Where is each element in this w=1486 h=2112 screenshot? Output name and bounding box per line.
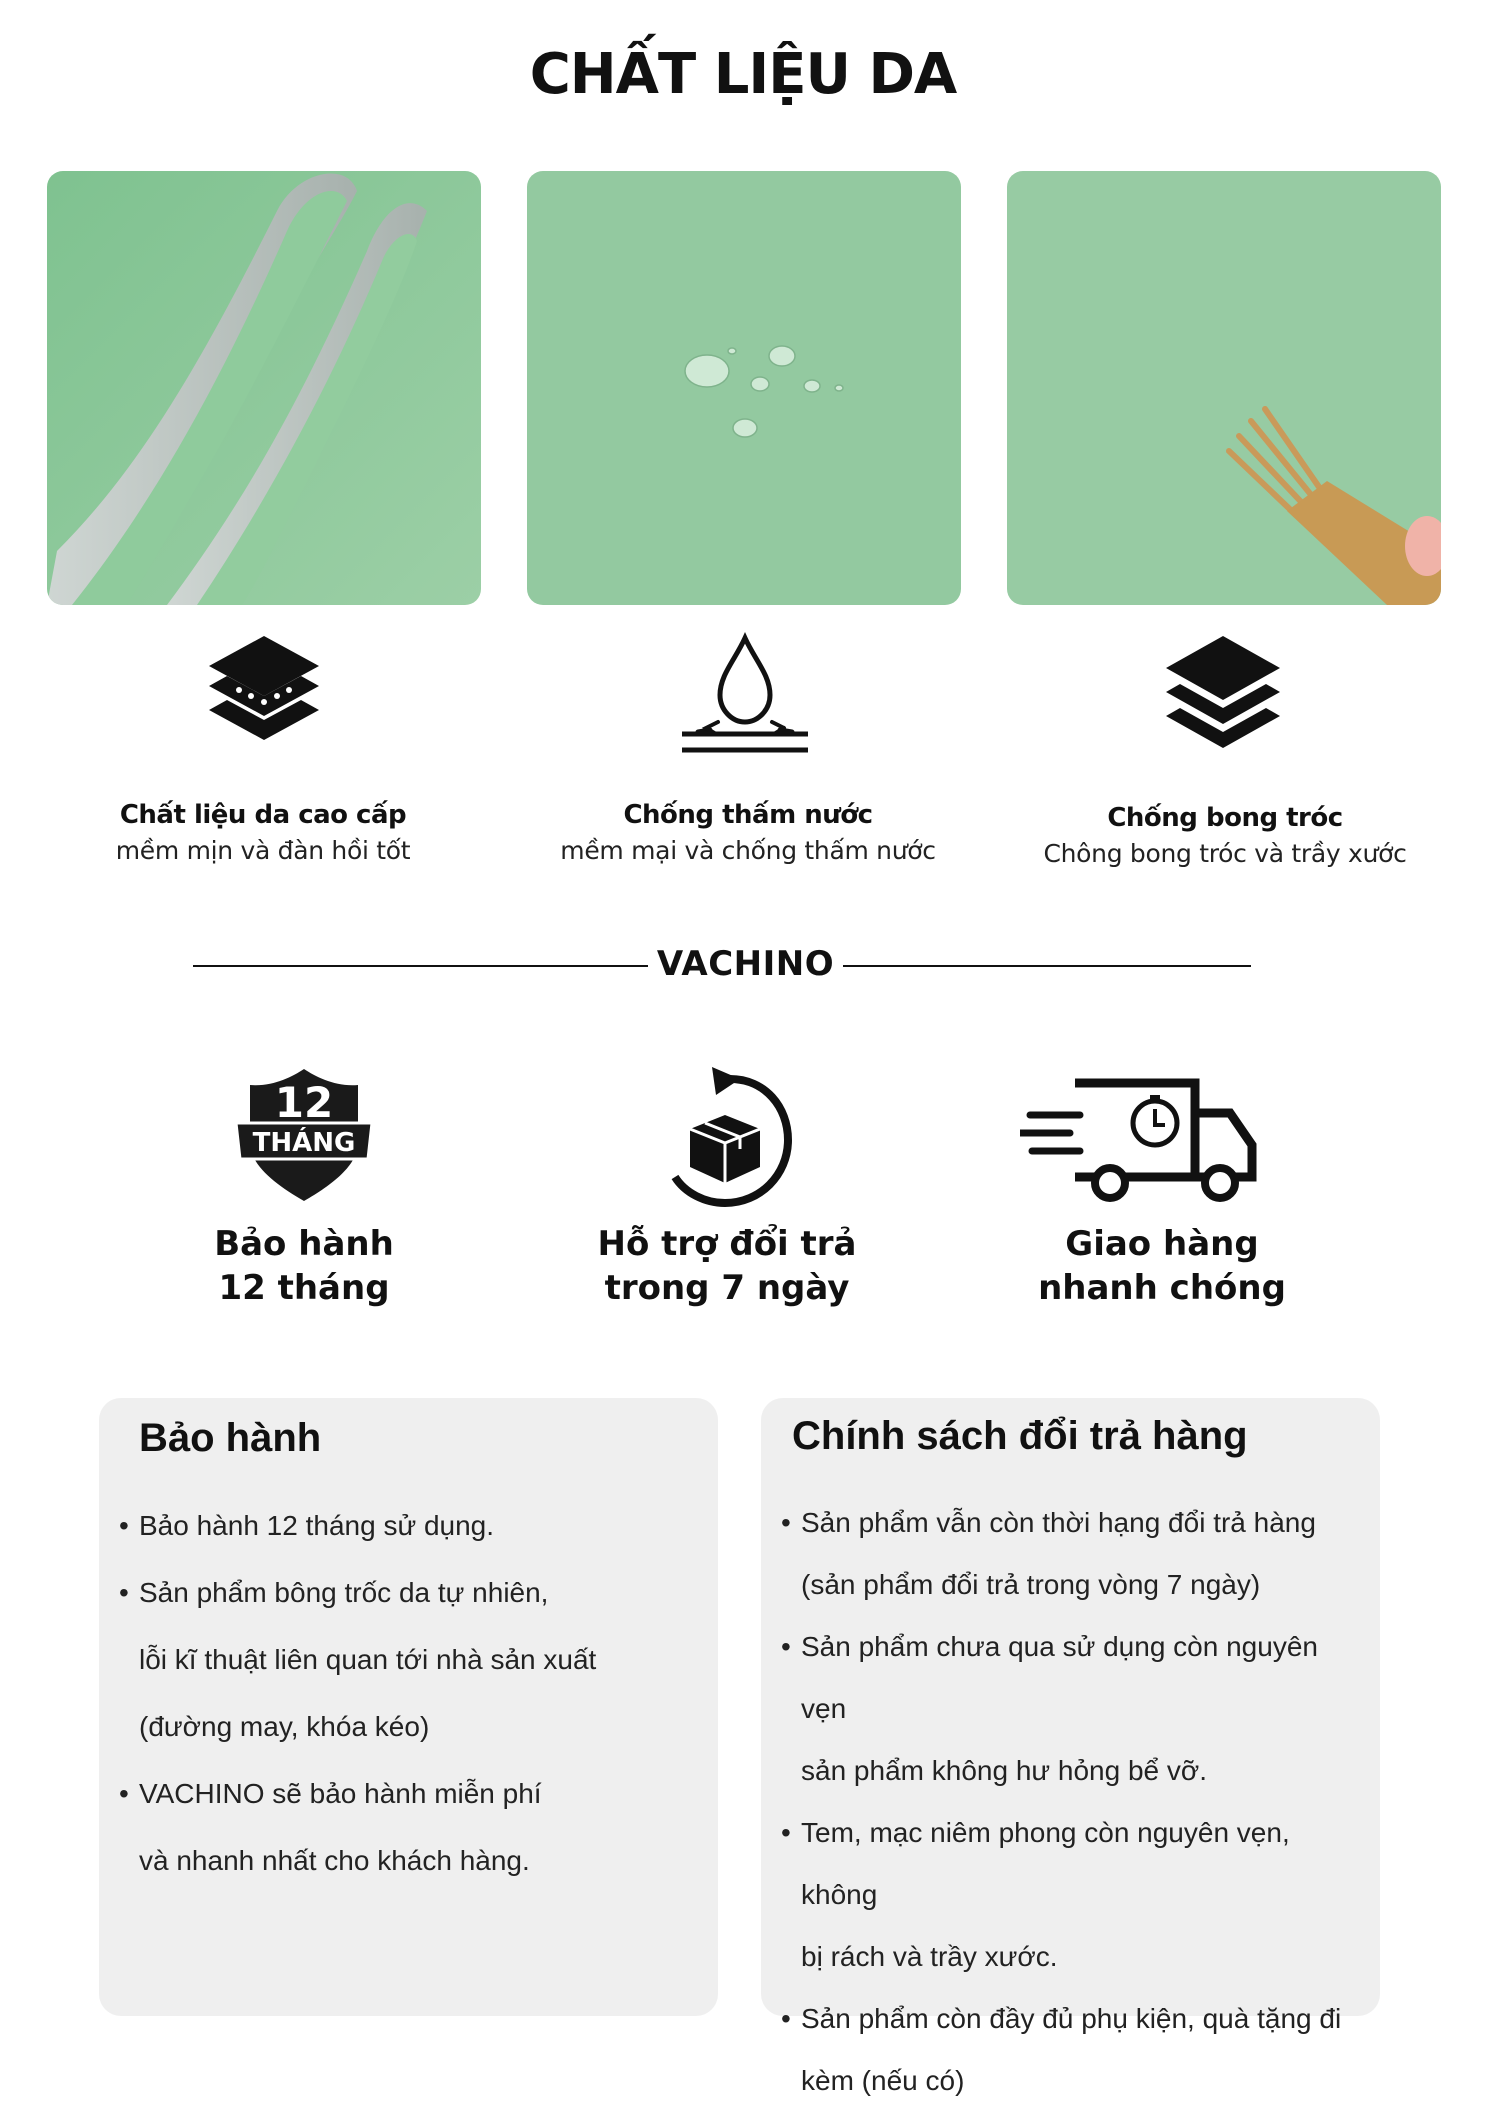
feature-subtitle: mềm mịn và đàn hồi tốt	[115, 836, 411, 865]
bullet: •	[781, 1631, 791, 1662]
bullet: •	[119, 1577, 129, 1608]
list-item-text: Sản phẩm còn đầy đủ phụ kiện, quà tặng đi	[801, 2003, 1342, 2034]
list-item-text: Sản phẩm chưa qua sử dụng còn nguyên vẹn	[801, 1631, 1318, 1724]
feature-subtitle: Chông bong tróc và trầy xước	[1043, 839, 1407, 868]
panel-title: Bảo hành	[139, 1416, 322, 1460]
badge-text: THÁNG	[252, 1128, 356, 1158]
list-item-text: Sản phẩm vẫn còn thời hạng đổi trả hàng	[801, 1507, 1316, 1538]
service-line: Giao hàng	[1065, 1224, 1259, 1264]
brand-name: VACHINO	[656, 944, 835, 984]
bullet: •	[781, 1507, 791, 1538]
bullet: •	[119, 1778, 129, 1809]
warranty-list	[119, 1492, 708, 1894]
bullet: •	[781, 2003, 791, 2034]
list-item	[119, 1492, 708, 1559]
feature-title: Chống thấm nước	[623, 800, 873, 830]
badge-number: 12	[274, 1078, 334, 1127]
divider-line	[193, 965, 648, 967]
list-item-text: lỗi kĩ thuật liên quan tới nhà sản xuất	[139, 1644, 597, 1675]
service-line: 12 tháng	[218, 1268, 390, 1308]
list-item-text: và nhanh nhất cho khách hàng.	[139, 1845, 530, 1876]
bullet: •	[781, 1817, 791, 1848]
feature-title: Chất liệu da cao cấp	[119, 800, 407, 830]
service-line: trong 7 ngày	[604, 1268, 850, 1308]
list-item-text: Bảo hành 12 tháng sử dụng.	[139, 1510, 495, 1541]
list-item-text: Tem, mạc niêm phong còn nguyên vẹn, không	[801, 1817, 1290, 1910]
list-item-text: bị rách và trầy xước.	[801, 1941, 1058, 1972]
service-line: Hỗ trợ đổi trả	[597, 1224, 857, 1264]
service-line: Bảo hành	[214, 1224, 394, 1264]
bullet: •	[119, 1510, 129, 1541]
list-item	[119, 1760, 708, 1894]
feature-subtitle: mềm mại và chống thấm nước	[560, 836, 936, 865]
list-item	[781, 1988, 1370, 2112]
list-item-text: VACHINO sẽ bảo hành miễn phí	[139, 1778, 542, 1809]
feature-item	[28, 800, 498, 865]
returns-panel	[761, 1398, 1380, 2096]
divider-line	[843, 965, 1251, 967]
returns-list	[781, 1492, 1370, 2112]
warranty-panel	[99, 1398, 718, 2016]
service-item	[124, 1222, 484, 1310]
return-box-icon	[660, 1065, 795, 1215]
feature-item	[990, 800, 1460, 868]
warranty-badge-icon	[232, 1065, 377, 1215]
leather-roll-photo	[47, 171, 481, 605]
feature-title: Chống bong tróc	[1107, 803, 1343, 833]
service-item	[547, 1222, 907, 1310]
page-title: CHẤT LIỆU DA	[529, 42, 957, 107]
list-item-text: sản phẩm không hư hỏng bể vỡ.	[801, 1755, 1208, 1786]
water-drop-icon	[680, 630, 810, 760]
stacked-layers-icon	[1158, 630, 1288, 760]
layers-icon	[199, 630, 329, 760]
service-line: nhanh chóng	[1038, 1268, 1286, 1308]
list-item	[781, 1492, 1370, 1616]
list-item	[119, 1559, 708, 1760]
list-item	[781, 1802, 1370, 1988]
fork-scratch-photo	[1007, 171, 1441, 605]
list-item-text: Sản phẩm bông trốc da tự nhiên,	[139, 1577, 549, 1608]
feature-item	[513, 800, 983, 865]
water-drops-photo	[527, 171, 961, 605]
panel-title: Chính sách đổi trả hàng	[792, 1414, 1248, 1458]
service-item	[982, 1222, 1342, 1310]
list-item-text: (đường may, khóa kéo)	[139, 1711, 430, 1742]
delivery-truck-icon	[1020, 1065, 1260, 1215]
list-item-text: kèm (nếu có)	[801, 2065, 965, 2096]
list-item-text: (sản phẩm đổi trả trong vòng 7 ngày)	[801, 1569, 1261, 1600]
list-item	[781, 1616, 1370, 1802]
